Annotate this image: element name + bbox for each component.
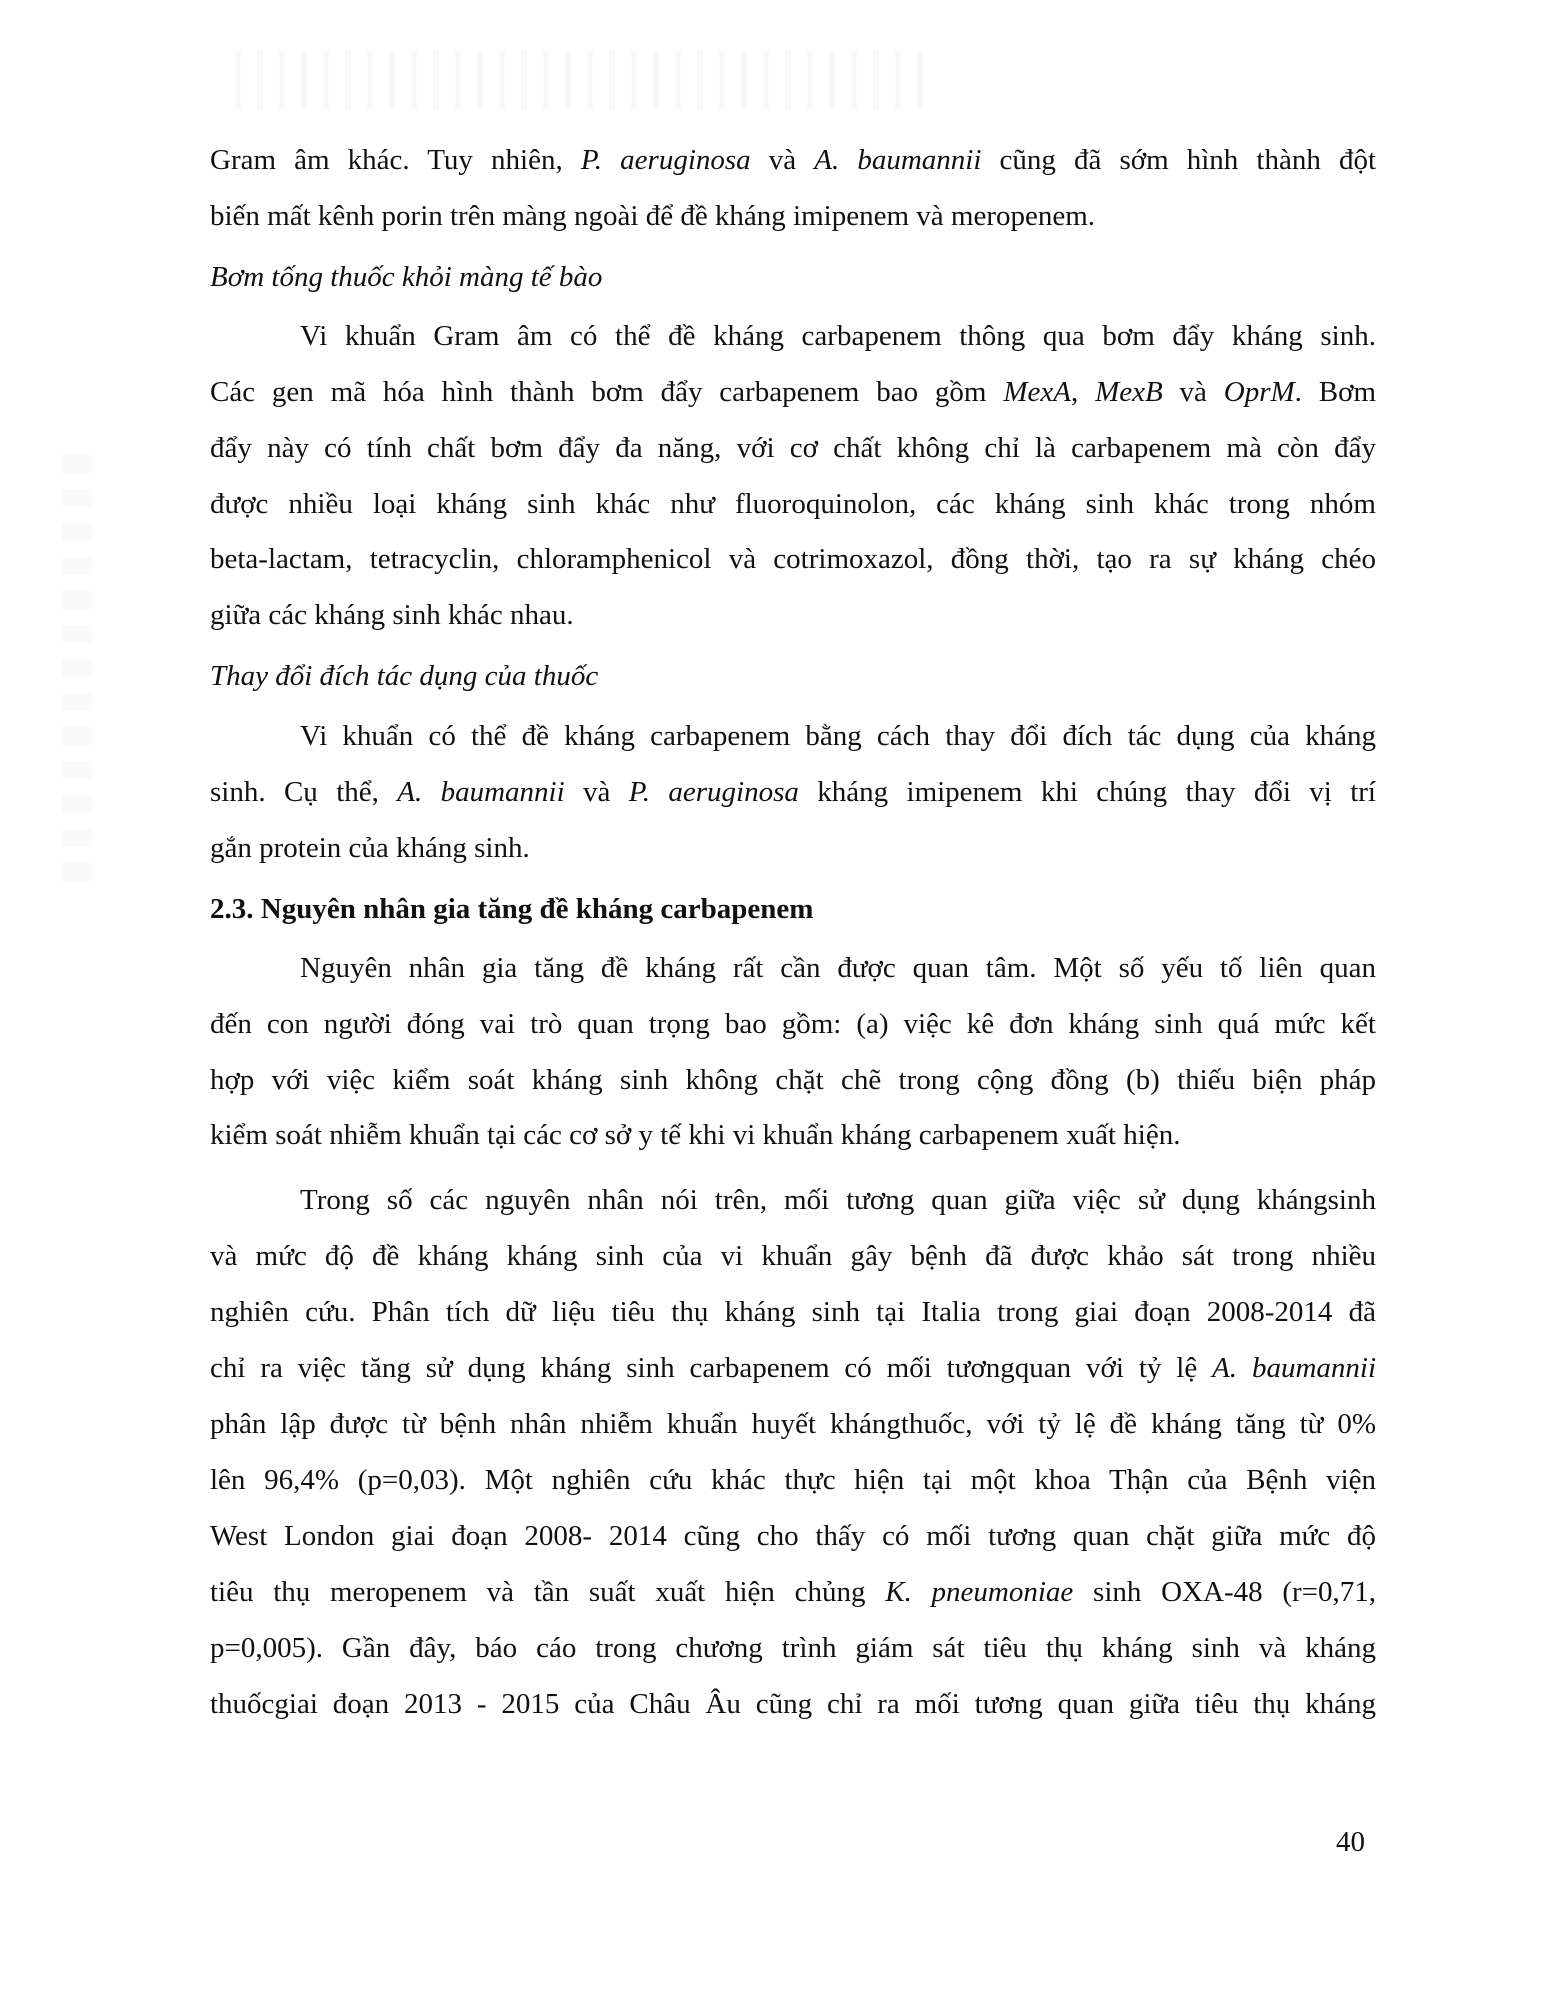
paragraph-line [210, 541, 1376, 577]
text-run: đến con người đóng vai trò quan trọng bao gồm: (a) việc kê đơn kháng sinh quá mức kết [210, 1008, 1376, 1040]
paragraph-line [210, 830, 1376, 866]
subheading-target-change [210, 658, 1376, 694]
paragraph-line [210, 1294, 1376, 1330]
paragraph-line [210, 597, 1376, 633]
text-run: chỉ ra việc tăng sử dụng kháng sinh carbapenem có mối tươngquan với tỷ lệ [210, 1352, 1213, 1384]
text-run: gắn protein của kháng sinh. [210, 832, 530, 864]
italic-term: P. aeruginosa [628, 776, 799, 808]
paragraph-line [210, 1406, 1376, 1442]
text-run: được nhiều loại kháng sinh khác như fluoroquinolon, các kháng sinh khác trong nhóm [210, 488, 1376, 520]
text-run: và mức độ đề kháng kháng sinh của vi khuẩn gây bệnh đã được khảo sát trong nhiều [210, 1240, 1376, 1272]
paragraph-line [300, 1182, 1376, 1218]
italic-term: OprM [1223, 376, 1295, 408]
text-run: Nguyên nhân gia tăng đề kháng rất cần được quan tâm. Một số yếu tố liên quan [300, 952, 1376, 984]
paragraph-line [300, 950, 1376, 986]
italic-term: A. baumannii [1212, 1352, 1376, 1384]
text-run: Trong số các nguyên nhân nói trên, mối tương quan giữa việc sử dụng khángsinh [300, 1184, 1376, 1216]
paragraph-line [210, 1062, 1376, 1098]
italic-term: P. aeruginosa [580, 144, 751, 176]
italic-term: MexA [1003, 376, 1071, 408]
text-run: đẩy này có tính chất bơm đẩy đa năng, với cơ chất không chỉ là carbapenem mà còn đẩy [210, 432, 1376, 464]
text-run: Vi khuẩn Gram âm có thể đề kháng carbapenem thông qua bơm đẩy kháng sinh. [300, 320, 1376, 352]
section-heading-2-3 [210, 891, 1376, 927]
paragraph-line [210, 1630, 1376, 1666]
text-run: sinh. Cụ thể, [210, 776, 398, 808]
paragraph-line [300, 718, 1376, 754]
paragraph-line [210, 1518, 1376, 1554]
text-run: sinh OXA-48 (r=0,71, [1073, 1576, 1376, 1608]
faint-header-watermark [235, 50, 935, 110]
text-run: biến mất kênh porin trên màng ngoài để đề kháng imipenem và meropenem. [210, 200, 1096, 232]
text-run: . Bơm [1294, 376, 1376, 408]
text-run: lên 96,4% (p=0,03). Một nghiên cứu khác thực hiện tại một khoa Thận của Bệnh viện [210, 1464, 1376, 1496]
text-run: , [1070, 376, 1096, 408]
text-run: hợp với việc kiểm soát kháng sinh không chặt chẽ trong cộng đồng (b) thiếu biện pháp [210, 1064, 1376, 1096]
paragraph-line [210, 142, 1376, 178]
text-run: Các gen mã hóa hình thành bơm đẩy carbapenem bao gồm [210, 376, 1004, 408]
text-run: p=0,005). Gần đây, báo cáo trong chương trình giám sát tiêu thụ kháng sinh và kháng [210, 1632, 1376, 1664]
text-run: và [1162, 376, 1224, 408]
text-run: và [564, 776, 629, 808]
paragraph-line [210, 1350, 1376, 1386]
paragraph-line [300, 318, 1376, 354]
paragraph-line [210, 430, 1376, 466]
paragraph-line [210, 198, 1376, 234]
text-run: Gram âm khác. Tuy nhiên, [210, 144, 581, 176]
text-run: cũng đã sớm hình thành đột [981, 144, 1376, 176]
page-number: 40 [1336, 1826, 1365, 1858]
text-run: Thay đổi đích tác dụng của thuốc [210, 660, 599, 692]
text-run: tiêu thụ meropenem và tần suất xuất hiện chủng [210, 1576, 886, 1608]
paragraph-line [210, 1574, 1376, 1610]
paragraph-line [210, 374, 1376, 410]
text-run: nghiên cứu. Phân tích dữ liệu tiêu thụ kháng sinh tại Italia trong giai đoạn 2008-2014 đã [210, 1296, 1376, 1328]
text-run: Bơm tống thuốc khỏi màng tế bào [210, 261, 603, 293]
italic-term: K. pneumoniae [885, 1576, 1074, 1608]
text-run: và [750, 144, 815, 176]
paragraph-line [210, 1006, 1376, 1042]
italic-term: MexB [1095, 376, 1163, 408]
paragraph-line [210, 1686, 1376, 1722]
faint-side-watermark [62, 455, 92, 885]
paragraph-line [210, 486, 1376, 522]
text-run: thuốcgiai đoạn 2013 - 2015 của Châu Âu cũng chỉ ra mối tương quan giữa tiêu thụ kháng [210, 1688, 1376, 1720]
text-run: 2.3. Nguyên nhân gia tăng đề kháng carbapenem [210, 893, 814, 925]
subheading-efflux-pump [210, 259, 1376, 295]
italic-term: A. baumannii [397, 776, 565, 808]
text-run: Vi khuẩn có thể đề kháng carbapenem bằng cách thay đổi đích tác dụng của kháng [300, 720, 1376, 752]
paragraph-line [210, 1462, 1376, 1498]
text-run: giữa các kháng sinh khác nhau. [210, 599, 574, 631]
text-run: kiểm soát nhiễm khuẩn tại các cơ sở y tế khi vi khuẩn kháng carbapenem xuất hiện. [210, 1119, 1181, 1151]
text-run: phân lập được từ bệnh nhân nhiễm khuẩn huyết khángthuốc, với tỷ lệ đề kháng tăng từ 0% [210, 1408, 1376, 1440]
paragraph-line [210, 774, 1376, 810]
paragraph-line [210, 1238, 1376, 1274]
text-run: West London giai đoạn 2008- 2014 cũng cho thấy có mối tương quan chặt giữa mức độ [210, 1520, 1376, 1552]
paragraph-line [210, 1117, 1376, 1153]
text-run: kháng imipenem khi chúng thay đổi vị trí [798, 776, 1376, 808]
text-run: beta-lactam, tetracyclin, chloramphenicol và cotrimoxazol, đồng thời, tạo ra sự kháng chéo [210, 543, 1376, 575]
italic-term: A. baumannii [814, 144, 982, 176]
